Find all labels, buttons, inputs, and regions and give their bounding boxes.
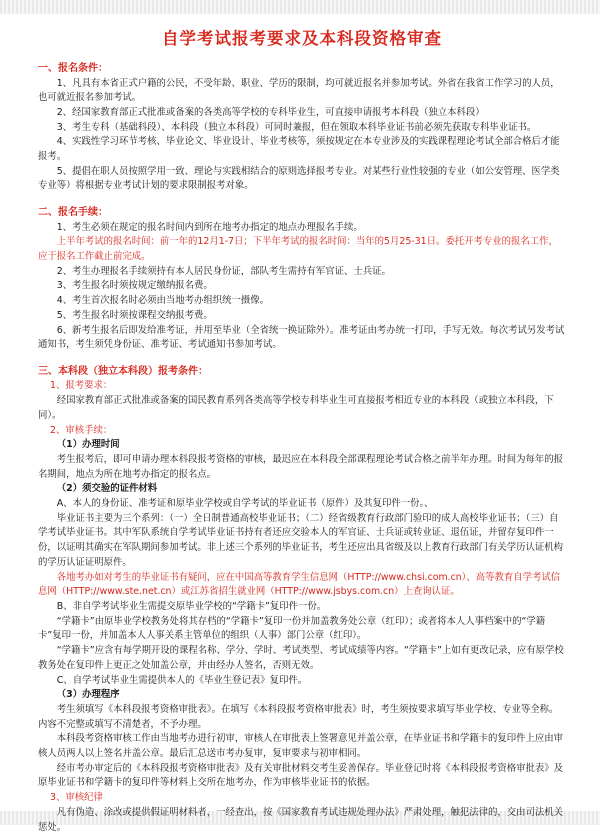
section-heading-3: 三、本科段（独立本科段）报考条件： bbox=[38, 365, 208, 377]
paragraph: B、非自学考试毕业生需提交原毕业学校的“学籍卡”复印件一份。 bbox=[56, 601, 327, 612]
paragraph: 凡有伪造、涂改或提供假证明材料者，一经查出，按《国家教育考试违规处理办法》严肃处理，触犯法律的，交由司法机关惩处。 bbox=[38, 806, 564, 833]
paragraph: 2、经国家教育部正式批准或备案的各类高等学校的专科毕业生，可直接申请报考本科段（独立本科段） bbox=[56, 106, 485, 118]
paragraph: 1、凡具有本省正式户籍的公民，不受年龄、职业、学历的限制，均可就近报名并参加考试。外省在我省工作学习的人员，也可就近报名参加考试。 bbox=[38, 77, 560, 104]
paragraph: 4、实践性学习环节考核、毕业论文、毕业设计、毕业考核等，须按规定在本专业涉及的实践课程理论考试全部合格后才能报考。 bbox=[38, 136, 560, 163]
paragraph: 毕业证书主要为三个系列：（一）全日制普通高校毕业证书；（二）经省级教育行政部门验印的成人高校毕业证书；（三）自学考试毕业证书。其中军队系统自学考试毕业证书持有者还应交验本人的军官证、士兵证或转业证、退伍证，并留存复印件一份，以证明其确实在军队期间参加考试。非上述三个系列的毕业证书，考生还应出具省级及以上教育行政部门有关学历认证机构的学历认证证明原件。 bbox=[38, 512, 564, 568]
paragraph: 4、考生首次报名时必须由当地考办组织统一摄像。 bbox=[56, 295, 270, 307]
paragraph: 2、考生办理报名手续须持有本人居民身份证，部队考生需持有军官证、士兵证。 bbox=[56, 265, 391, 277]
paragraph: 经国家教育部正式批准或备案的国民教育系列各类高等学校专科毕业生可直接报考相近专业的本科段（或独立本科段，下同）。 bbox=[38, 395, 554, 421]
paragraph: 考生须填写《本科段报考资格审批表》。在填写《本科段报考资格审批表》时，考生须按要求填写毕业学校、专业等全称。内容不完整或填写不清楚者，不予办理。 bbox=[38, 703, 559, 730]
section-heading-1: 一、报名条件： bbox=[38, 63, 108, 74]
paragraph: 经市考办审定后的《本科段报考资格审批表》及有关审批材料交考生妥善保存。毕业登记时将《本科段报考资格审批表》及原毕业证书和学籍卡的复印件等材料上交所在地考办，作为审核毕业证书的依据。 bbox=[38, 762, 564, 789]
section-heading-2: 二、报名手续： bbox=[38, 207, 108, 219]
document-body bbox=[38, 28, 566, 835]
top-border bbox=[0, 0, 600, 14]
paragraph: 本科段考资格审核工作由当地考办进行初审，审核人在审批表上签署意见并盖公章，在毕业证书和学籍卡的复印件上应由审核人员两人以上签名并盖公章。最后汇总送市考办复审，复审要求与初审相同。 bbox=[38, 733, 564, 760]
paragraph: 考生报考后，即可申请办理本科段报考资格的审核，最迟应在本科段全部课程理论考试合格之前半年办理。时间为每年的报名期间，地点为所在地考办指定的报名点。 bbox=[38, 453, 564, 480]
paragraph: A、本人的身份证、准考证和原毕业学校或自学考试的毕业证书（原件）及其复印件一份。、 bbox=[56, 498, 434, 510]
paragraph: C、自学考试毕业生需提供本人的《毕业生登记表》复印件。 bbox=[56, 674, 308, 686]
subheading-discipline: 3、审核纪律 bbox=[50, 792, 103, 804]
registration-dates-notice: 上半年考试的报名时间：前一年的12月1-7日；下半年考试的报名时间：当年的5月25-31日。委托开考专业的报名工作，应于报名工作截止前完成。 bbox=[38, 236, 558, 263]
paragraph: 5、考生报名时须按课程交纳报考费。 bbox=[56, 309, 213, 321]
item-heading: （3）办理程序 bbox=[56, 689, 120, 701]
paragraph: “学籍卡”应含有每学期开设的课程名称、学分、学时、考试类型、考试成绩等内容。“学籍卡”上如有更改记录，应有原学校教务处在复印件上更正之处加盖公章，并由经办人签名，否则无效。 bbox=[38, 645, 564, 671]
paragraph: 1、考生必须在规定的报名时间内到所在地考办指定的地点办理报名手续。 bbox=[56, 221, 363, 233]
paragraph: “学籍卡”由原毕业学校教务处将其存档的“学籍卡”复印一份并加盖教务处公章（红印）；或者将本人人事档案中的“学籍卡”复印一份，并加盖本人人事关系主管单位的组织（人事）部门公章（红印）。 bbox=[38, 615, 546, 642]
paragraph: 5、提倡在职人员按照学用一致、理论与实践相结合的原则选择报考专业。对某些行业性较强的专业（如公安管理、医学类专业等）将根据专业考试计划的要求限制报考对象。 bbox=[38, 165, 560, 192]
paragraph: 3、考生专科（基础科段）、本科段（独立本科段）可同时兼报，但在领取本科毕业证书前必须先获取专科毕业证书。 bbox=[56, 121, 537, 133]
item-heading: （1）办理时间 bbox=[56, 439, 120, 451]
paragraph: 6、新考生报名后即发给准考证，并用至毕业（全省统一换证除外）。准考证由考办统一打印，手写无效。每次考试另发考试通知书，考生须凭身份证、准考证、考试通知书参加考试。 bbox=[38, 324, 565, 351]
subheading-requirements: 1、报考要求： bbox=[50, 380, 113, 392]
paragraph: 3、考生报名时须按规定缴纳报名费。 bbox=[56, 280, 213, 292]
verification-websites-notice: 各地考办如对考生的毕业证书有疑问，应在中国高等教育学生信息网（HTTP://www.chsi.com.cn）、高等教育自学考试信息网（HTTP://www.ste.net.cn）或江苏省招生就业网（HTTP://www.jsbys.com.cn）上查询认证。 bbox=[38, 571, 561, 598]
page-title: 自学考试报考要求及本科段资格审查 bbox=[162, 29, 442, 48]
item-heading: （2）须交验的证件材料 bbox=[56, 483, 158, 495]
subheading-review: 2、审核手续： bbox=[50, 424, 113, 436]
